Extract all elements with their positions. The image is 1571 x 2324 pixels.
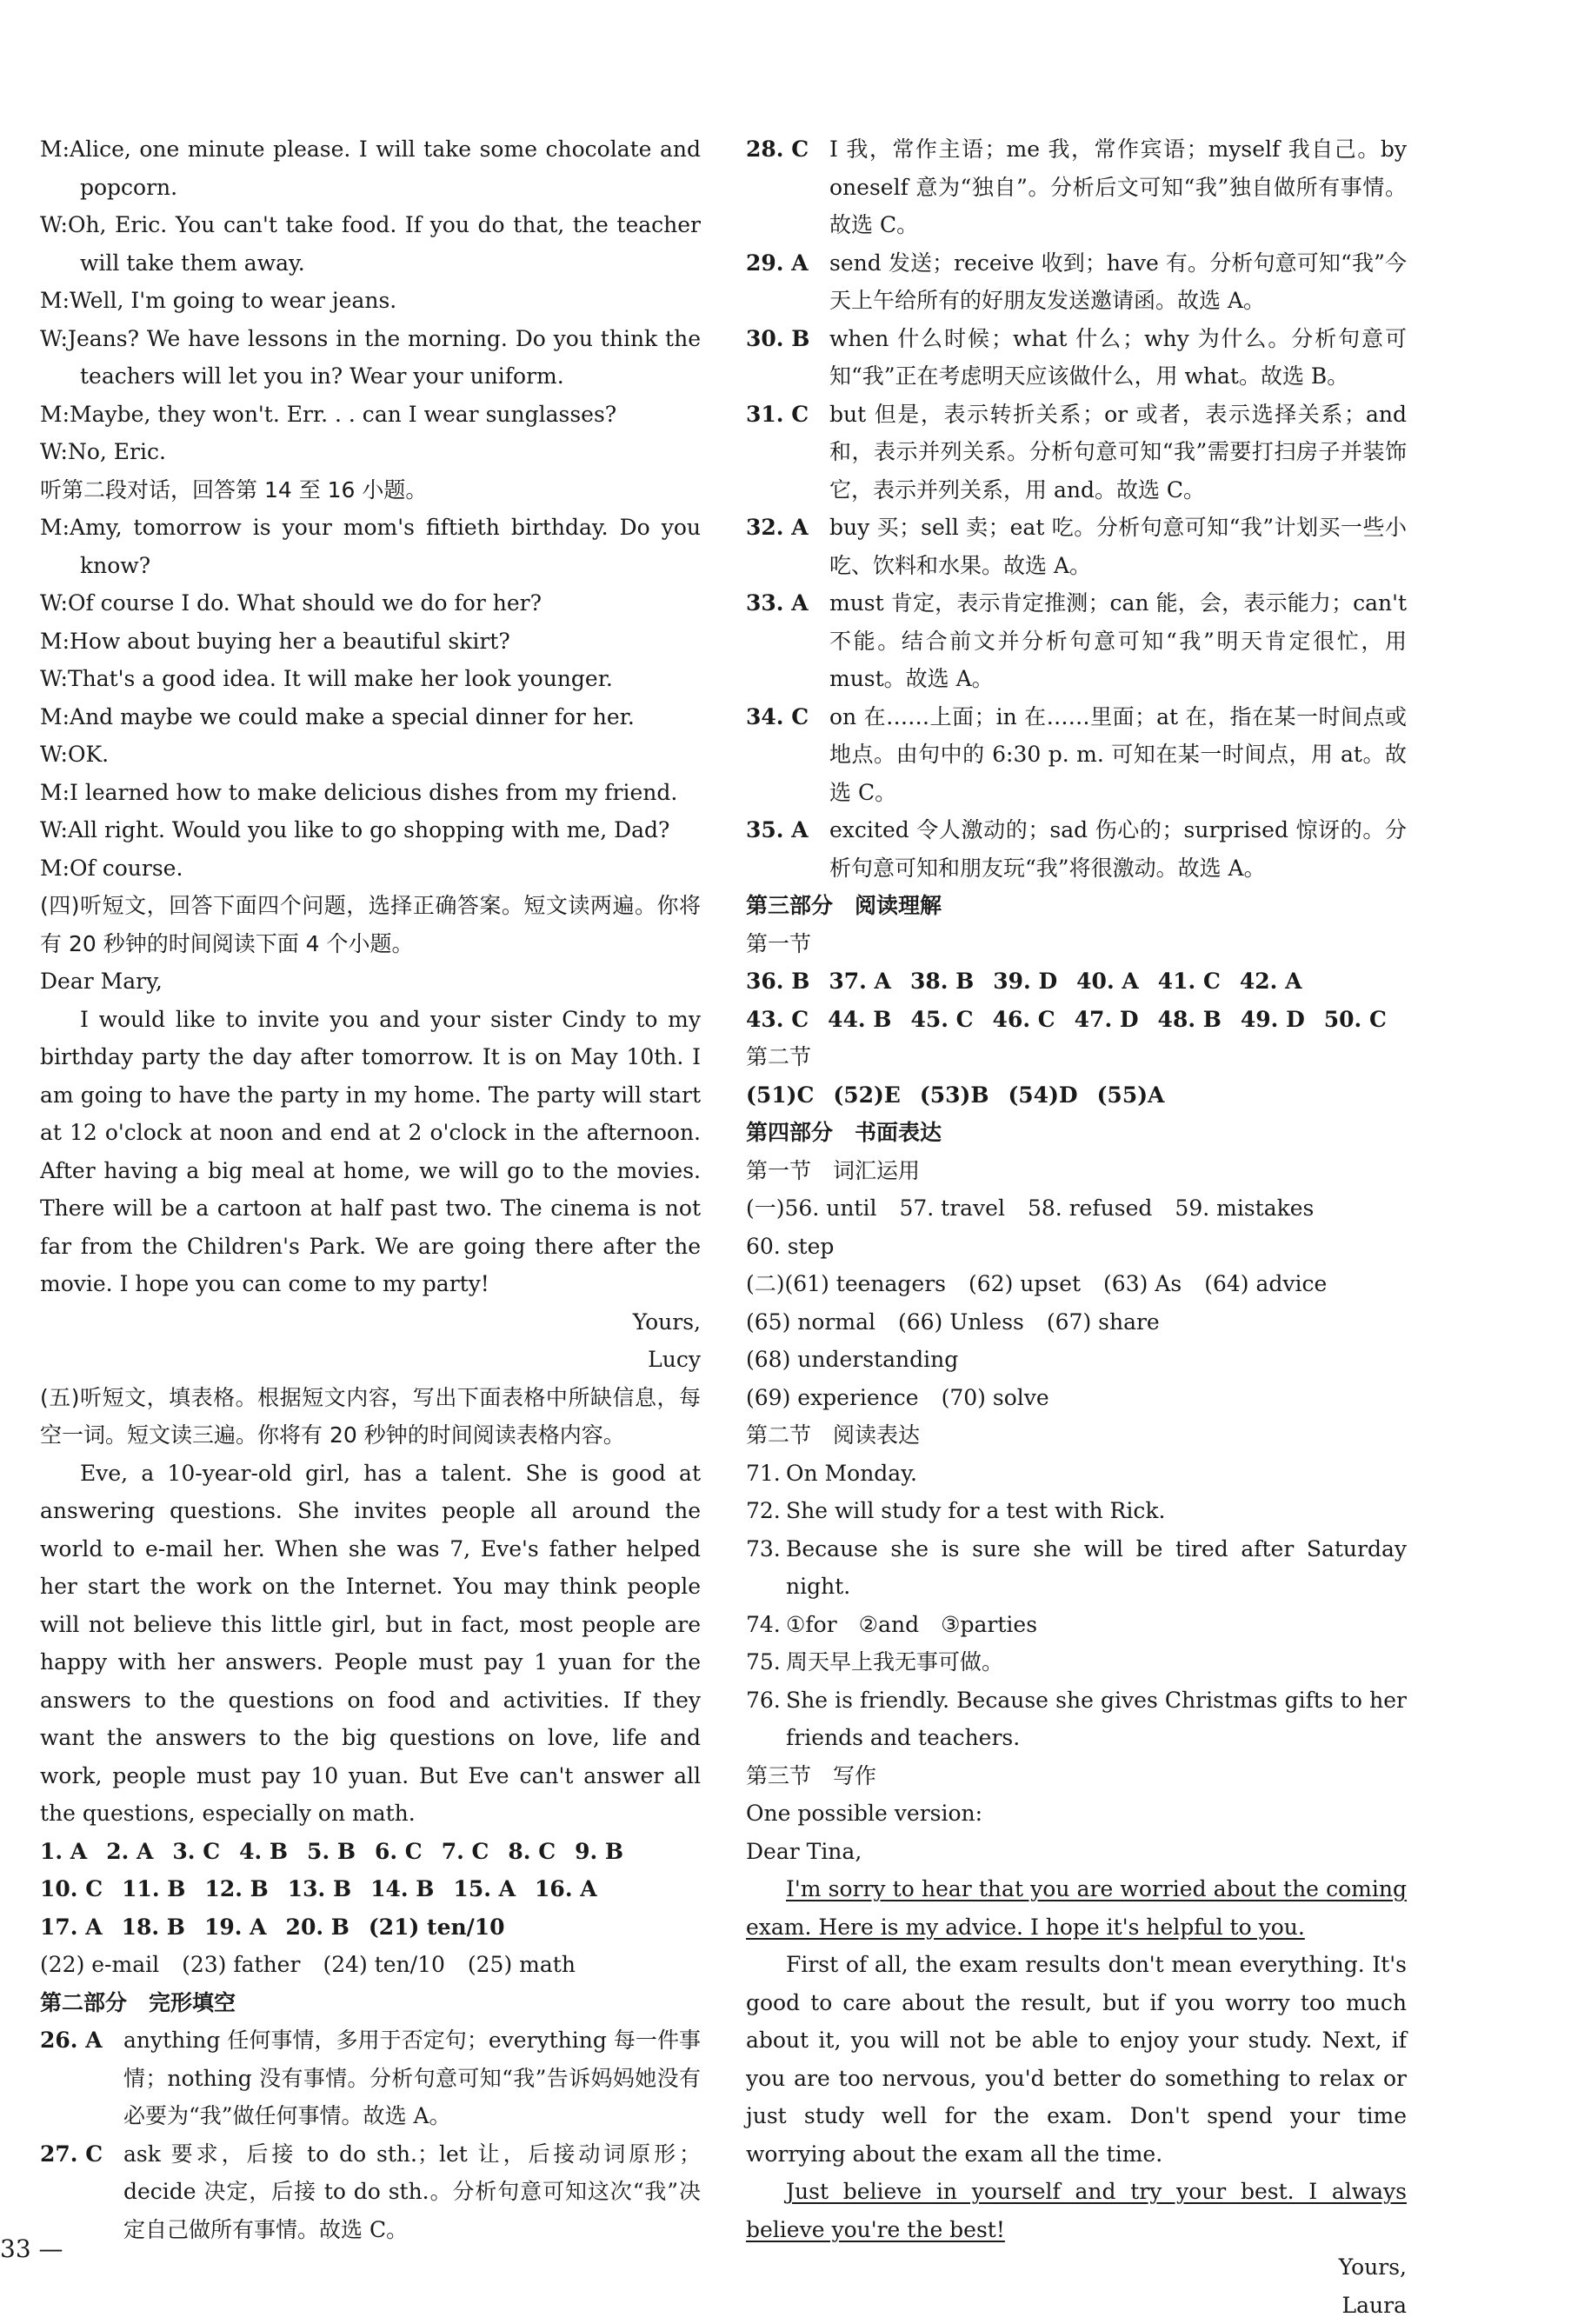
- answer-item: 40. A: [1076, 962, 1139, 1001]
- dialog-line: [40, 130, 701, 206]
- speaker-label: W:: [40, 666, 68, 691]
- answers-row-1: [40, 1833, 701, 1871]
- question-number: 28. C: [746, 130, 829, 244]
- answer-text: She is friendly. Because she gives Christmas gifts to her friends and teachers.: [786, 1681, 1407, 1757]
- expression-answer: [746, 1455, 1407, 1493]
- page-number: 33 —: [0, 2234, 63, 2263]
- question-number: 27. C: [40, 2135, 123, 2249]
- dialog-text: Maybe, they won't. Err. . . can I wear sunglasses?: [70, 402, 616, 427]
- explanation-text: I 我，常作主语；me 我，常作宾语；myself 我自己。by oneself 意为“独自”。分析后文可知“我”独自做所有事情。故选 C。: [829, 130, 1407, 244]
- answer-item: 18. B: [122, 1908, 185, 1947]
- answer-item: 36. B: [746, 962, 809, 1001]
- part-4-title: 第四部分 书面表达: [746, 1114, 1407, 1152]
- dialog-2: [40, 509, 701, 887]
- answers-row-4: [40, 1946, 701, 1984]
- dialog-line: [40, 396, 701, 434]
- answer-explanation: [746, 811, 1407, 887]
- answer-text: 周天早上我无事可做。: [786, 1643, 1407, 1681]
- letter-closing: Yours,: [40, 1303, 701, 1342]
- answer-item: 43. C: [746, 1001, 809, 1039]
- question-number: 75.: [746, 1643, 786, 1681]
- vocab-row-1: [746, 1189, 1407, 1265]
- answers-row-3: [40, 1908, 701, 1947]
- answer-explanation: [746, 509, 1407, 584]
- speaker-label: W:: [40, 439, 68, 464]
- dialog-text: And maybe we could make a special dinner for her.: [70, 704, 635, 729]
- question-number: 30. B: [746, 320, 829, 396]
- section-4-intro: (四)听短文，回答下面四个问题，选择正确答案。短文读两遍。你将有 20 秒钟的时间阅读下面 4 个小题。: [40, 887, 701, 962]
- answer-item: (一)56. until: [746, 1189, 876, 1228]
- answer-item: (23) father: [182, 1946, 300, 1984]
- letter-signature: Lucy: [40, 1341, 701, 1379]
- answer-item: (二)(61) teenagers: [746, 1265, 946, 1303]
- answer-item: 44. B: [828, 1001, 891, 1039]
- dialog-text: OK.: [68, 742, 109, 767]
- answer-item: (25) math: [468, 1946, 576, 1984]
- question-number: 31. C: [746, 396, 829, 509]
- answer-item: 48. B: [1158, 1001, 1222, 1039]
- essay-greeting: Dear Tina,: [746, 1833, 1407, 1871]
- answer-text: Because she is sure she will be tired after Saturday night.: [786, 1530, 1407, 1606]
- dialog-text: That's a good idea. It will make her look younger.: [68, 666, 613, 691]
- answer-item: 57. travel: [899, 1189, 1005, 1228]
- dialog-line: [40, 320, 701, 396]
- question-number: 34. C: [746, 698, 829, 812]
- explanation-text: when 什么时候；what 什么；why 为什么。分析句意可知“我”正在考虑明天应该做什么，用 what。故选 B。: [829, 320, 1407, 396]
- answer-item: 38. B: [910, 962, 974, 1001]
- answer-item: (24) ten/10: [323, 1946, 444, 1984]
- reading-row-1: [746, 962, 1407, 1001]
- expression-answer: [746, 1643, 1407, 1681]
- answer-item: 12. B: [204, 1870, 268, 1908]
- answer-item: (65) normal: [746, 1303, 875, 1342]
- vocab-row-4: [746, 1379, 1407, 1417]
- answer-item: (54)D: [1008, 1076, 1077, 1115]
- answer-item: (62) upset: [969, 1265, 1081, 1303]
- answer-item: (68) understanding: [746, 1341, 958, 1379]
- essay-signature: Laura: [746, 2287, 1407, 2324]
- speaker-label: W:: [40, 817, 68, 842]
- answer-item: 11. B: [122, 1870, 185, 1908]
- answer-item: 4. B: [239, 1833, 288, 1871]
- answer-text: On Monday.: [786, 1455, 1407, 1493]
- explanation-text: send 发送；receive 收到；have 有。分析句意可知“我”今天上午给所有的好朋友发送邀请函。故选 A。: [829, 244, 1407, 320]
- dialog-line: [40, 774, 701, 812]
- answer-explanation: [746, 130, 1407, 244]
- answer-item: 41. C: [1158, 962, 1221, 1001]
- answer-item: (67) share: [1047, 1303, 1160, 1342]
- section-5-intro: (五)听短文，填表格。根据短文内容，写出下面表格中所缺信息，每空一词。短文读三遍。你将有 20 秒钟的时间阅读表格内容。: [40, 1379, 701, 1455]
- vocab-row-3: [746, 1303, 1407, 1379]
- expression-answer: [746, 1606, 1407, 1644]
- reading-row-2: [746, 1001, 1407, 1039]
- speaker-label: M:: [40, 288, 70, 313]
- dialog-text: Well, I'm going to wear jeans.: [70, 288, 396, 313]
- speaker-label: M:: [40, 402, 70, 427]
- answer-item: 2. A: [106, 1833, 153, 1871]
- expression-answer: [746, 1530, 1407, 1606]
- reading-row-3: [746, 1076, 1407, 1115]
- answer-item: 6. C: [375, 1833, 423, 1871]
- version-label: One possible version:: [746, 1795, 1407, 1833]
- answer-explanation: [746, 584, 1407, 698]
- answer-item: (70) solve: [942, 1379, 1049, 1417]
- part-2-title: 第二部分 完形填空: [40, 1984, 701, 2022]
- answer-item: 3. C: [172, 1833, 220, 1871]
- answer-explanation: [746, 396, 1407, 509]
- question-number: 35. A: [746, 811, 829, 887]
- dialog-text: Alice, one minute please. I will take some chocolate and popcorn.: [70, 137, 701, 200]
- answer-item: 59. mistakes: [1175, 1189, 1314, 1228]
- speaker-label: W:: [40, 212, 68, 237]
- part-3-title: 第三部分 阅读理解: [746, 887, 1407, 925]
- answer-item: 58. refused: [1028, 1189, 1152, 1228]
- answer-item: 15. A: [453, 1870, 516, 1908]
- answer-explanation: [746, 698, 1407, 812]
- answer-item: 20. B: [286, 1908, 349, 1947]
- dialog-text: Of course.: [70, 856, 183, 881]
- answer-item: (66) Unless: [898, 1303, 1024, 1342]
- essay-paragraph-2: First of all, the exam results don't mean everything. It's good to care about the result, but if you worry too much about it, you will not be able to enjoy your study. Next, if you are too nervous, you'd better do something to relax or just study well for the exam. Don't spend your time worrying about the exam all the time.: [746, 1946, 1407, 2173]
- answer-item: (63) As: [1103, 1265, 1182, 1303]
- dialog-text: No, Eric.: [68, 439, 166, 464]
- dialog-text: I learned how to make delicious dishes from my friend.: [70, 780, 677, 805]
- vocab-title: 第一节 词汇运用: [746, 1152, 1407, 1190]
- speaker-label: W:: [40, 590, 68, 616]
- question-number: 72.: [746, 1492, 786, 1530]
- right-column: [746, 130, 1407, 2324]
- speaker-label: M:: [40, 515, 70, 540]
- answer-item: (51)C: [746, 1076, 814, 1115]
- answer-item: (52)E: [833, 1076, 901, 1115]
- dialog-line: [40, 509, 701, 584]
- answer-item: (69) experience: [746, 1379, 919, 1417]
- answer-item: 8. C: [508, 1833, 556, 1871]
- essay-paragraph-1: I'm sorry to hear that you are worried about the coming exam. Here is my advice. I hope it's helpful to you.: [746, 1870, 1407, 1946]
- answer-item: (64) advice: [1204, 1265, 1327, 1303]
- explanation-text: buy 买；sell 卖；eat 吃。分析句意可知“我”计划买一些小吃、饮料和水果。故选 A。: [829, 509, 1407, 584]
- answer-item: 46. C: [993, 1001, 1055, 1039]
- answer-item: 37. A: [829, 962, 891, 1001]
- question-number: 26. A: [40, 2021, 123, 2135]
- dialog-line: [40, 660, 701, 698]
- answer-item: 47. D: [1075, 1001, 1139, 1039]
- question-number: 73.: [746, 1530, 786, 1606]
- speaker-label: M:: [40, 704, 70, 729]
- answer-item: 10. C: [40, 1870, 103, 1908]
- answer-item: 42. A: [1240, 962, 1302, 1001]
- speaker-label: M:: [40, 856, 70, 881]
- dialog-text: Oh, Eric. You can't take food. If you do that, the teacher will take them away.: [68, 212, 701, 276]
- cloze-right: [746, 130, 1407, 887]
- answer-explanation: [746, 244, 1407, 320]
- explanation-text: anything 任何事情，多用于否定句；everything 每一件事情；nothing 没有事情。分析句意可知“我”告诉妈妈她没有必要为“我”做任何事情。故选 A。: [123, 2021, 701, 2135]
- dialog-2-intro: 听第二段对话，回答第 14 至 16 小题。: [40, 471, 701, 509]
- dialog-text: All right. Would you like to go shopping with me, Dad?: [68, 817, 670, 842]
- question-number: 71.: [746, 1455, 786, 1493]
- section-2-label: 第二节: [746, 1038, 1407, 1076]
- dialog-line: [40, 206, 701, 282]
- dialog-line: [40, 623, 701, 661]
- answer-item: 1. A: [40, 1833, 87, 1871]
- dialog-1: [40, 130, 701, 471]
- question-number: 76.: [746, 1681, 786, 1757]
- answer-item: 19. A: [204, 1908, 267, 1947]
- answer-item: 60. step: [746, 1228, 834, 1266]
- dialog-text: Amy, tomorrow is your mom's fiftieth birthday. Do you know?: [70, 515, 701, 578]
- answer-text: ①for ②and ③parties: [786, 1606, 1407, 1644]
- cloze-left: [40, 2021, 701, 2248]
- passage: Eve, a 10-year-old girl, has a talent. She is good at answering questions. She invites people all around the world to e-mail her. When she was 7, Eve's father helped her start the work on the Internet. You may think people will not believe this little girl, but in fact, most people are happy with her answers. People must pay 1 yuan for the answers to the questions on food and activities. If they want the answers to the big questions on love, life and work, people must pay 10 yuan. But Eve can't answer all the questions, especially on math.: [40, 1455, 701, 1833]
- letter-body: I would like to invite you and your sister Cindy to my birthday party the day after tomorrow. It is on May 10th. I am going to have the party in my home. The party will start at 12 o'clock at noon and end at 2 o'clock in the afternoon. After having a big meal at home, we will go to the movies. There will be a cartoon at half past two. The cinema is not far from the Children's Park. We are going there after the movie. I hope you can come to my party!: [40, 1001, 701, 1303]
- answer-text: She will study for a test with Rick.: [786, 1492, 1407, 1530]
- dialog-line: [40, 811, 701, 849]
- explanation-text: excited 令人激动的；sad 伤心的；surprised 惊讶的。分析句意可知和朋友玩“我”将很激动。故选 A。: [829, 811, 1407, 887]
- answer-item: 45. C: [910, 1001, 973, 1039]
- answer-item: (53)B: [920, 1076, 989, 1115]
- speaker-label: W:: [40, 326, 68, 351]
- answer-item: (55)A: [1097, 1076, 1165, 1115]
- answer-item: 7. C: [442, 1833, 489, 1871]
- explanation-text: ask 要求，后接 to do sth.；let 让，后接动词原形；decide 决定，后接 to do sth.。分析句意可知这次“我”决定自己做所有事情。故选 C。: [123, 2135, 701, 2249]
- speaker-label: M:: [40, 780, 70, 805]
- answer-item: 49. D: [1241, 1001, 1305, 1039]
- answers-row-2: [40, 1870, 701, 1908]
- answer-explanation: [40, 2021, 701, 2135]
- question-number: 32. A: [746, 509, 829, 584]
- answer-item: 5. B: [307, 1833, 356, 1871]
- speaker-label: M:: [40, 137, 70, 162]
- essay-paragraph-3: Just believe in yourself and try your best. I always believe you're the best!: [746, 2173, 1407, 2248]
- expression-answer: [746, 1681, 1407, 1757]
- dialog-text: How about buying her a beautiful skirt?: [70, 629, 510, 654]
- answer-explanation: [746, 320, 1407, 396]
- letter-greeting: Dear Mary,: [40, 962, 701, 1001]
- reading-expression-title: 第二节 阅读表达: [746, 1416, 1407, 1455]
- answer-item: (21) ten/10: [369, 1908, 505, 1947]
- dialog-text: Jeans? We have lessons in the morning. Do you think the teachers will let you in? Wear your uniform.: [68, 326, 701, 390]
- writing-title: 第三节 写作: [746, 1757, 1407, 1795]
- answer-item: 14. B: [370, 1870, 434, 1908]
- essay-closing: Yours,: [746, 2248, 1407, 2287]
- dialog-line: [40, 584, 701, 623]
- explanation-text: but 但是，表示转折关系；or 或者，表示选择关系；and 和，表示并列关系。分析句意可知“我”需要打扫房子并装饰它，表示并列关系，用 and。故选 C。: [829, 396, 1407, 509]
- dialog-line: [40, 849, 701, 888]
- dialog-line: [40, 282, 701, 320]
- answer-item: 17. A: [40, 1908, 103, 1947]
- dialog-line: [40, 698, 701, 736]
- answer-item: 39. D: [993, 962, 1057, 1001]
- question-number: 33. A: [746, 584, 829, 698]
- answer-item: 16. A: [535, 1870, 597, 1908]
- dialog-line: [40, 736, 701, 774]
- answer-item: 13. B: [288, 1870, 351, 1908]
- answer-item: (22) e-mail: [40, 1946, 159, 1984]
- question-number: 29. A: [746, 244, 829, 320]
- section-1-label: 第一节: [746, 925, 1407, 963]
- explanation-text: on 在……上面；in 在……里面；at 在，指在某一时间点或地点。由句中的 6:30 p. m. 可知在某一时间点，用 at。故选 C。: [829, 698, 1407, 812]
- explanation-text: must 肯定，表示肯定推测；can 能，会，表示能力；can't 不能。结合前文并分析句意可知“我”明天肯定很忙，用 must。故选 A。: [829, 584, 1407, 698]
- reading-expression-answers: [746, 1455, 1407, 1757]
- speaker-label: M:: [40, 629, 70, 654]
- question-number: 74.: [746, 1606, 786, 1644]
- dialog-line: [40, 433, 701, 471]
- speaker-label: W:: [40, 742, 68, 767]
- left-column: [40, 130, 701, 2248]
- answer-item: 9. B: [575, 1833, 623, 1871]
- dialog-text: Of course I do. What should we do for her?: [68, 590, 542, 616]
- answer-explanation: [40, 2135, 701, 2249]
- vocab-row-2: [746, 1265, 1407, 1303]
- answer-item: 50. C: [1324, 1001, 1387, 1039]
- expression-answer: [746, 1492, 1407, 1530]
